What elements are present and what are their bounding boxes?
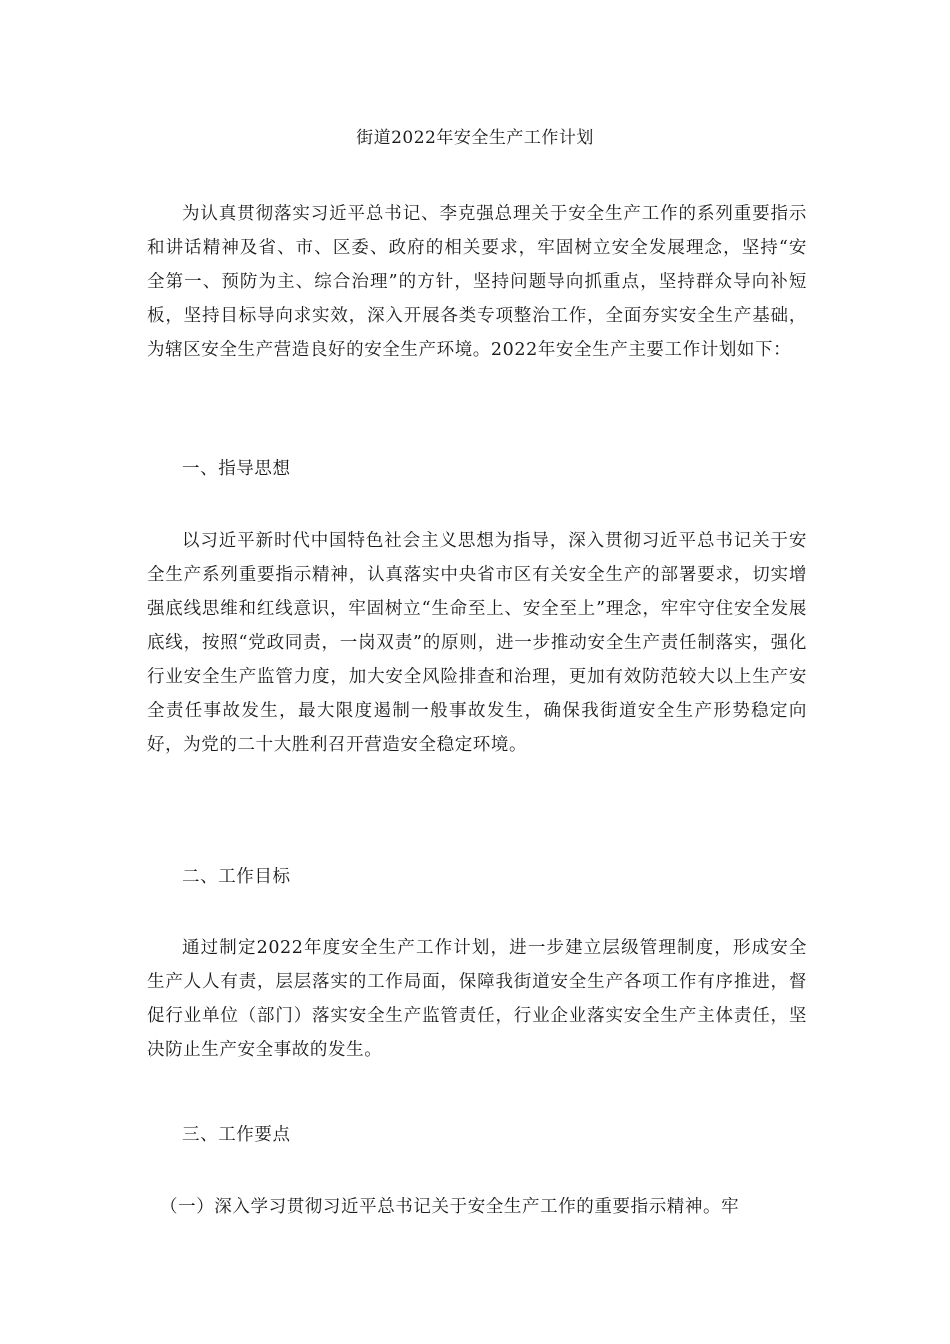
list-item: （一）深入学习贯彻习近平总书记关于安全生产工作的重要指示精神。牢 [160, 1197, 740, 1217]
document-title: 街道2022年安全生产工作计划 [356, 128, 594, 148]
intro-paragraph: 为认真贯彻落实习近平总书记、李克强总理关于安全生产工作的系列重要指示和讲话精神及省、市、区委、政府的相关要求，牢固树立安全发展理念，坚持“安全第一、预防为主、综合治理”的方针，坚持问题导向抓重点，坚持群众导向补短板，坚持目标导向求实效，深入开展各类专项整治工作，全面夯实安全生产基础，为辖区安全生产营造良好的安全生产环境。2022年安全生产主要工作计划如下： [147, 204, 807, 360]
section-paragraph-work-goals: 通过制定2022年度安全生产工作计划，进一步建立层级管理制度，形成安全生产人人有责，层层落实的工作局面，保障我街道安全生产各项工作有序推进，督促行业单位（部门）落实安全生产监管责任，行业企业落实安全生产主体责任，坚决防止生产安全事故的发生。 [147, 938, 807, 1060]
section-paragraph-guiding-ideology: 以习近平新时代中国特色社会主义思想为指导，深入贯彻习近平总书记关于安全生产系列重要指示精神，认真落实中央省市区有关安全生产的部署要求，切实增强底线思维和红线意识，牢固树立“生命至上、安全至上”理念，牢牢守住安全发展底线，按照“党政同责，一岗双责”的原则，进一步推动安全生产责任制落实，强化行业安全生产监管力度，加大安全风险排查和治理，更加有效防范较大以上生产安全责任事故发生，最大限度遏制一般事故发生，确保我街道安全生产形势稳定向好，为党的二十大胜利召开营造安全稳定环境。 [147, 531, 807, 755]
section-heading-guiding-ideology: 一、指导思想 [182, 459, 291, 479]
section-heading-work-goals: 二、工作目标 [182, 867, 291, 887]
section-heading-work-points: 三、工作要点 [182, 1125, 291, 1145]
